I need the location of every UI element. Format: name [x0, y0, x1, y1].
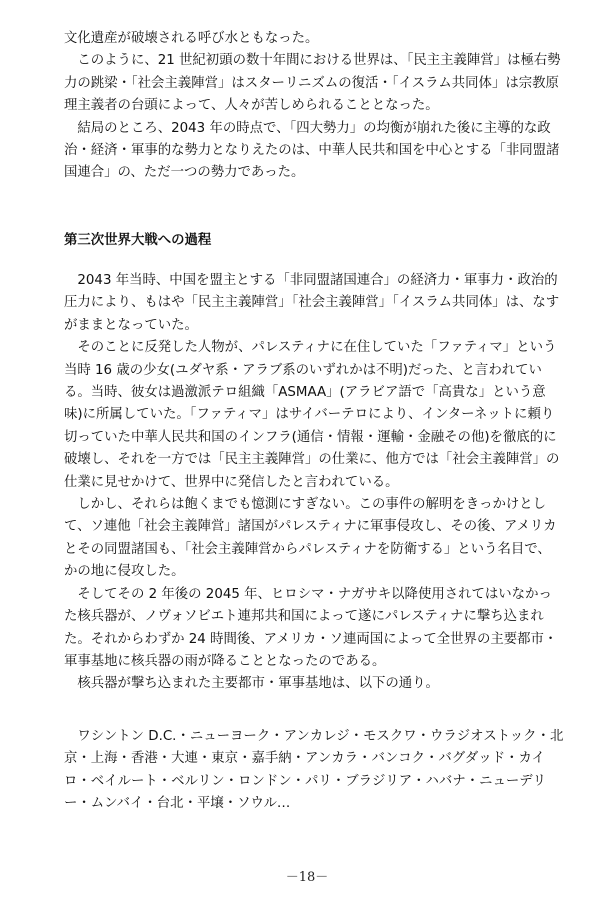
paragraph-2043-power: 結局のところ、2043 年の時点で、「四大勢力」の均衡が崩れた後に主導的な政治・経済・軍事的な勢力となりえたのは、中華人民共和国を中心とする「非同盟諸国連合」の、ただ一つの勢力であった。: [64, 120, 560, 181]
paragraph-speculation: しかし、それらは飽くまでも憶測にすぎない。この事件の解明をきっかけとして、ソ連他「社会主義陣営」諸国がパレスティナに軍事侵攻し、その後、アメリカとその同盟諸国も、「社会主義陣営からパレスティナを防衛する」という名目で、かの地に侵攻した。: [64, 497, 557, 580]
paragraph-21st-century: このように、21 世紀初頭の数十年間における世界は、「民主主義陣営」は極右勢力の跳梁・「社会主義陣営」はスターリニズムの復活・「イスラム共同体」は宗教原理主義者の台頭によって、人々が苦しめられることとなった。: [64, 53, 561, 114]
paragraph-fatima: そのことに反発した人物が、パレスティナに在住していた「ファティマ」という当時 16 歳の少女(ユダヤ系・アラブ系のいずれかは不明)だった、と言われている。当時、彼女は過激派テロ組織「ASMAA」(アラビア語で「高貴な」という意味)に所属していた。「ファティマ」はサイバーテロにより、インターネットに頼り切っていた中華人民共和国のインフラ(通信・情報・運輸・金融その他)を徹底的に破壊し、それを一方では「民主主義陣営」の仕業に、他方では「社会主義陣営」の仕業に見せかけて、世界中に発信したと言われている。: [64, 340, 560, 490]
paragraph-2043-situation: 2043 年当時、中国を盟主とする「非同盟諸国連合」の経済力・軍事力・政治的圧力により、もはや「民主主義陣営」「社会主義陣営」「イスラム共同体」は、なすがままとなっていた。: [64, 273, 560, 333]
paragraph-continuation: 文化遺産が破壊される呼び水ともなった。: [64, 31, 319, 46]
paragraph-city-list: ワシントン D.C.・ニューヨーク・アンカレジ・モスクワ・ウラジオストック・北京・上海・香港・大連・東京・嘉手納・アンカラ・バンコク・バグダッド・カイロ・ベイルート・ベルリン・ロンドン・パリ・ブラジリア・ハバナ・ニューデリー・ムンバイ・台北・平壌・ソウル…: [64, 729, 564, 812]
main-text-block: [64, 270, 564, 696]
section-heading-block: [64, 230, 564, 252]
section-heading: 第三次世界大戦への過程: [64, 233, 212, 248]
paragraph-targets-intro: 核兵器が撃ち込まれた主要都市・軍事基地は、以下の通り。: [77, 676, 439, 692]
page-number: －18－: [285, 870, 329, 885]
top-text-block: [64, 28, 564, 185]
paragraph-2045-nuclear: そしてその 2 年後の 2045 年、ヒロシマ・ナガサキ以降使用されてはいなかった核兵器が、ノヴォソビエト連邦共和国によって遂にパレスティナに撃ち込まれた。それからわずか 24 時間後、アメリカ・ソ連両国によって全世界の主要都市・軍事基地に核兵器の雨が降ることとなったのである。: [64, 586, 558, 669]
city-list-block: [64, 726, 564, 816]
